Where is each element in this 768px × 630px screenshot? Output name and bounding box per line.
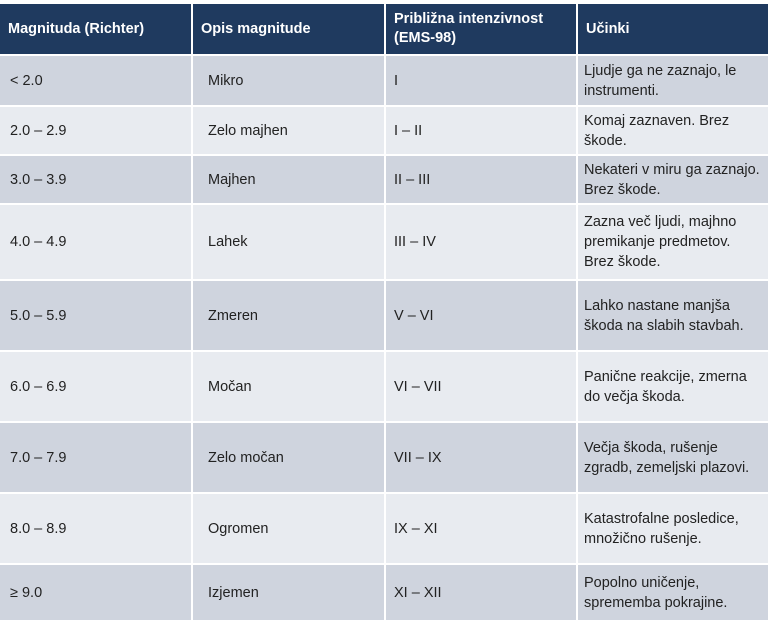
- cell-intensity: I: [385, 55, 577, 106]
- cell-effects: Nekateri v miru ga zaznajo. Brez škode.: [577, 155, 768, 204]
- cell-effects: Večja škoda, rušenje zgradb, zemeljski plazovi.: [577, 422, 768, 493]
- cell-description: Izjemen: [192, 564, 385, 620]
- cell-description: Ogromen: [192, 493, 385, 564]
- cell-magnitude: 8.0 – 8.9: [0, 493, 192, 564]
- cell-effects: Ljudje ga ne zaznajo, le instrumenti.: [577, 55, 768, 106]
- cell-intensity: III – IV: [385, 204, 577, 280]
- cell-description: Zelo močan: [192, 422, 385, 493]
- cell-intensity: V – VI: [385, 280, 577, 351]
- cell-intensity: XI – XII: [385, 564, 577, 620]
- cell-magnitude: 2.0 – 2.9: [0, 106, 192, 155]
- cell-magnitude: ≥ 9.0: [0, 564, 192, 620]
- cell-description: Močan: [192, 351, 385, 422]
- table-row: [0, 351, 768, 422]
- cell-effects: Lahko nastane manjša škoda na slabih stavbah.: [577, 280, 768, 351]
- cell-intensity: VII – IX: [385, 422, 577, 493]
- cell-intensity: I – II: [385, 106, 577, 155]
- table-row: [0, 106, 768, 155]
- magnitude-table: [0, 4, 768, 620]
- cell-effects: Katastrofalne posledice, množično rušenje.: [577, 493, 768, 564]
- cell-magnitude: < 2.0: [0, 55, 192, 106]
- cell-magnitude: 5.0 – 5.9: [0, 280, 192, 351]
- table-row: [0, 564, 768, 620]
- table-row: [0, 155, 768, 204]
- cell-magnitude: 6.0 – 6.9: [0, 351, 192, 422]
- cell-intensity: IX – XI: [385, 493, 577, 564]
- table-row: [0, 204, 768, 280]
- cell-description: Majhen: [192, 155, 385, 204]
- header-description: Opis magnitude: [192, 4, 385, 55]
- cell-description: Mikro: [192, 55, 385, 106]
- table-row: [0, 280, 768, 351]
- cell-description: Zelo majhen: [192, 106, 385, 155]
- cell-description: Lahek: [192, 204, 385, 280]
- cell-magnitude: 7.0 – 7.9: [0, 422, 192, 493]
- cell-effects: Komaj zaznaven. Brez škode.: [577, 106, 768, 155]
- cell-intensity: VI – VII: [385, 351, 577, 422]
- header-row: [0, 4, 768, 55]
- table-row: [0, 55, 768, 106]
- cell-magnitude: 4.0 – 4.9: [0, 204, 192, 280]
- cell-effects: Panične reakcije, zmerna do večja škoda.: [577, 351, 768, 422]
- cell-intensity: II – III: [385, 155, 577, 204]
- header-intensity: Približna intenzivnost (EMS-98): [385, 4, 577, 55]
- cell-effects: Zazna več ljudi, majhno premikanje predmetov. Brez škode.: [577, 204, 768, 280]
- cell-description: Zmeren: [192, 280, 385, 351]
- cell-magnitude: 3.0 – 3.9: [0, 155, 192, 204]
- table-row: [0, 422, 768, 493]
- table-row: [0, 493, 768, 564]
- header-effects: Učinki: [577, 4, 768, 55]
- cell-effects: Popolno uničenje, sprememba pokrajine.: [577, 564, 768, 620]
- header-magnitude: Magnituda (Richter): [0, 4, 192, 55]
